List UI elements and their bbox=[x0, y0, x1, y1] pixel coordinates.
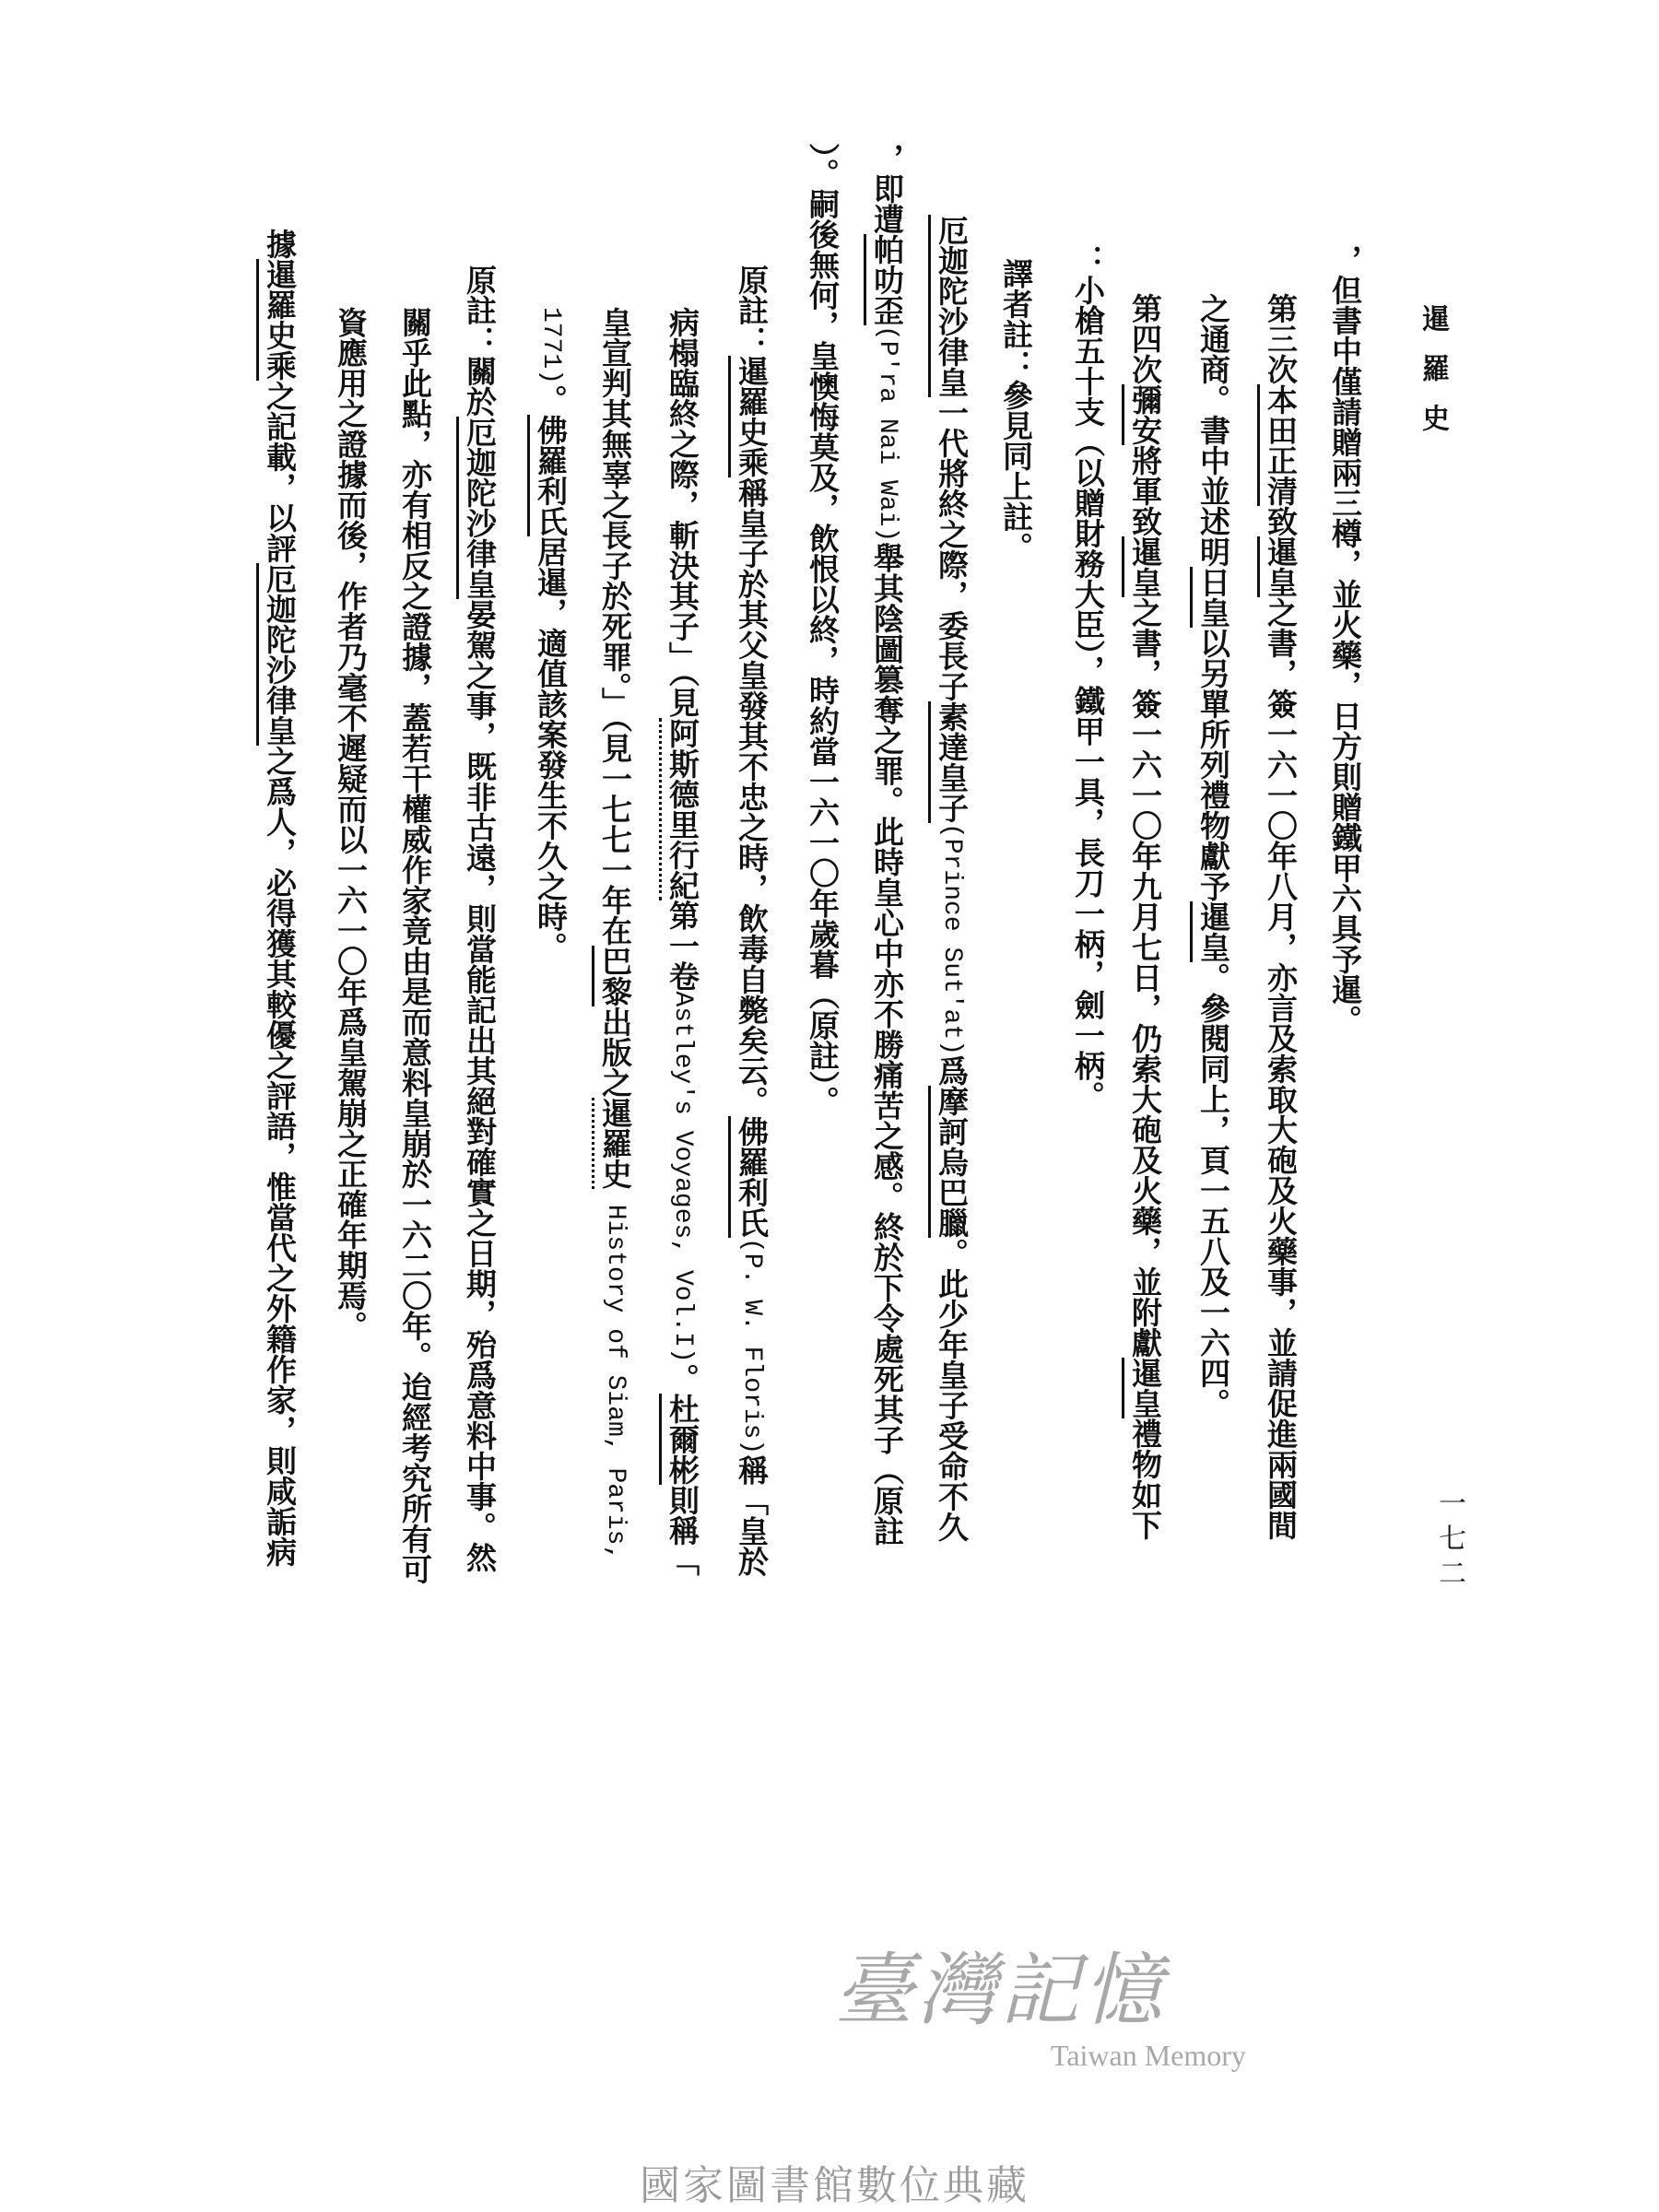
text-segment: 禮物如下 bbox=[1127, 1418, 1163, 1540]
text-segment: 居暹，適值該案發生不久之時。 bbox=[533, 536, 569, 963]
text-column bbox=[1126, 293, 1163, 1540]
text-segment: 第三次 bbox=[1263, 293, 1299, 384]
text-segment: 之爲人，必得獲其較優之評語，惟當代之外籍作家，則咸詬病 bbox=[262, 746, 298, 1567]
proper-name-text: 暹皇 bbox=[1190, 901, 1231, 962]
book-title-text: 暹羅史 bbox=[592, 1098, 633, 1189]
proper-name-text: 暹皇 bbox=[1122, 536, 1163, 597]
text-segment: 第一卷 bbox=[665, 900, 700, 992]
proper-name-text: 暹皇 bbox=[1122, 1358, 1163, 1418]
text-segment: 。 bbox=[533, 384, 569, 416]
proper-name-text: 厄迦陀沙律皇 bbox=[928, 215, 970, 397]
proper-name-text: 素達皇子 bbox=[928, 701, 970, 823]
text-segment: 。此少年皇子受命不久 bbox=[934, 1238, 970, 1543]
text-column bbox=[664, 307, 700, 1576]
proper-name-text: 日皇 bbox=[1190, 567, 1231, 628]
latin-text: History of Siam, Paris, bbox=[601, 1189, 629, 1561]
proper-name-text: 巴黎 bbox=[592, 946, 633, 1006]
text-column bbox=[997, 258, 1034, 562]
text-segment: 。 bbox=[665, 1362, 700, 1394]
text-column bbox=[733, 265, 770, 1576]
watermark-chinese: 臺灣記憶 bbox=[834, 1945, 1166, 2037]
text-column bbox=[596, 307, 633, 1560]
text-column bbox=[532, 307, 569, 962]
proper-name-text: 暹羅史乘 bbox=[256, 259, 298, 381]
proper-name-text: 本田正清 bbox=[1257, 384, 1299, 506]
text-segment: 皇宣判其無辜之長子於死罪。」（見一七七一年在 bbox=[597, 307, 633, 946]
text-segment: 第四次 bbox=[1127, 293, 1163, 384]
latin-text: (Prince Sut'at) bbox=[937, 823, 966, 1056]
latin-text: 1771) bbox=[536, 307, 565, 385]
text-column bbox=[933, 215, 970, 1542]
proper-name-text: 摩訶烏巴臘 bbox=[928, 1086, 970, 1238]
proper-name-text: 杜爾彬 bbox=[659, 1394, 700, 1485]
proper-name-text: 厄迦陀沙律皇 bbox=[256, 563, 298, 746]
text-segment: 資應用之證據而後，作者乃毫不遲疑而以一六一〇年爲皇駕崩之正確年期焉。 bbox=[333, 307, 369, 1341]
text-segment: 一代將終之際，委長子 bbox=[934, 397, 970, 701]
text-segment: 舉其陰圖篡奪之罪。此時皇心中亦不勝痛苦之感。終於下令處死其子（原註 bbox=[869, 542, 905, 1547]
text-column bbox=[804, 143, 841, 1116]
text-segment: ，但書中僅請贈兩三樽，並火藥，日方則贈鐵甲六具予暹。 bbox=[1327, 244, 1363, 1035]
text-segment: 稱皇子於其父皇發其不忠之時，飲毒自斃矣云。 bbox=[734, 477, 770, 1116]
text-column bbox=[1262, 293, 1299, 1540]
text-segment: ）。嗣後無何，皇懊悔莫及，飲恨以終，時約當一六一〇年歲暮（原註）。 bbox=[805, 143, 841, 1116]
page-number: 一七二 bbox=[1433, 1488, 1465, 1594]
text-segment: 原註： bbox=[734, 265, 770, 356]
text-column bbox=[261, 229, 298, 1567]
text-column bbox=[1326, 244, 1363, 1035]
text-segment: ，即遭 bbox=[869, 143, 905, 234]
text-segment: 爲 bbox=[934, 1055, 970, 1087]
taiwan-memory-watermark bbox=[834, 1945, 1246, 2074]
text-column bbox=[396, 307, 433, 1584]
text-segment: ：小槍五十支（以贈財務大臣），鐵甲一具，長刀一柄，劍一柄。 bbox=[1070, 244, 1106, 1112]
running-header-title: 暹羅史 bbox=[1417, 304, 1449, 453]
text-column bbox=[1194, 293, 1231, 1418]
proper-name-text: 佛羅利氏 bbox=[728, 1116, 770, 1238]
text-segment: 晏駕之事，既非古遠，則當能記出其絕對確實之日期，殆爲意料中事。然 bbox=[462, 599, 498, 1572]
text-segment: 之書，簽一六一〇年八月，亦言及索取大砲及火藥事，並請促進兩國間 bbox=[1263, 597, 1299, 1540]
text-segment: 關乎此點，亦有相反之證據，蓋若干權威作家竟由是而意料皇崩於一六二〇年。迨經考究所有可 bbox=[397, 307, 433, 1584]
proper-name-text: 暹皇 bbox=[1257, 536, 1299, 597]
text-segment: 稱「皇於 bbox=[734, 1454, 770, 1577]
proper-name-text: 佛羅利氏 bbox=[527, 415, 569, 536]
text-segment: 之通商。書中並述明 bbox=[1195, 293, 1231, 567]
text-segment: 之記載，以評 bbox=[262, 381, 298, 563]
text-segment: 出版之 bbox=[597, 1006, 633, 1098]
proper-name-text: 帕叻歪 bbox=[864, 234, 905, 325]
latin-text: (P. W. Floris) bbox=[737, 1238, 766, 1455]
library-footer: 國家圖書館數位典藏 bbox=[640, 2162, 1030, 2209]
latin-text: (P'ra Nai Wai) bbox=[873, 325, 901, 543]
text-column bbox=[332, 307, 369, 1341]
watermark-english: Taiwan Memory bbox=[1051, 2039, 1246, 2072]
text-segment: 據 bbox=[262, 229, 298, 259]
text-segment: 則稱「 bbox=[665, 1484, 700, 1576]
proper-name-text: 彌安 bbox=[1122, 384, 1163, 445]
text-column bbox=[868, 143, 905, 1546]
text-segment: 原註：關於 bbox=[462, 265, 498, 417]
text-segment: 致 bbox=[1263, 506, 1299, 536]
text-segment: 之書，簽一六一〇年九月七日，仍索大砲及火藥，並附獻 bbox=[1127, 597, 1163, 1358]
text-segment: 以另單所列禮物獻予 bbox=[1195, 628, 1231, 901]
proper-name-text: 暹羅史乘 bbox=[728, 356, 770, 477]
text-segment: 病榻臨終之際，斬決其子」（見 bbox=[665, 307, 700, 718]
latin-text: Astley's Voyages, Vol.I) bbox=[668, 991, 697, 1363]
text-segment: 。參閱同上，頁一五八及一六四。 bbox=[1195, 962, 1231, 1418]
text-segment: 譯者註：參見同上註。 bbox=[998, 258, 1034, 562]
book-title-text: 阿斯德里行紀 bbox=[659, 718, 700, 900]
text-segment: 將軍致 bbox=[1127, 445, 1163, 536]
proper-name-text: 厄迦陀沙律皇 bbox=[456, 417, 498, 599]
text-column bbox=[1069, 244, 1106, 1112]
text-column bbox=[461, 265, 498, 1572]
